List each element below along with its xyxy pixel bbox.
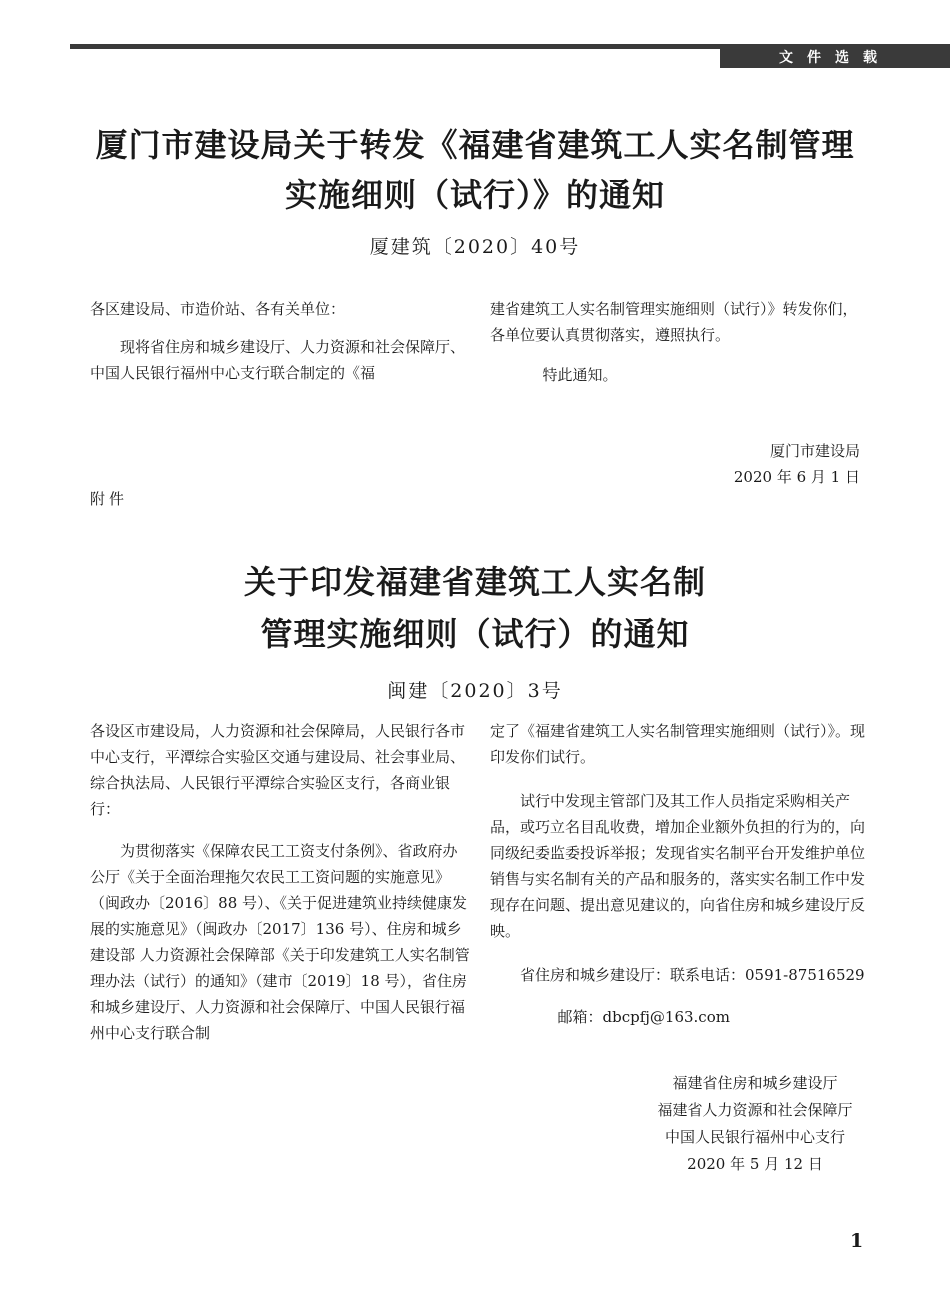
doc1-title-line2: 实施细则（试行）》的通知 [284, 176, 665, 214]
doc1-date: 2020 年 6 月 1 日 [733, 468, 860, 486]
page-number: 1 [850, 1230, 864, 1252]
doc1-salutation: 各区建设局、市造价站、各有关单位： [90, 300, 346, 318]
section-tag: 文件选载 [720, 48, 950, 68]
doc1-body-left: 现将省住房和城乡建设厅、人力资源和社会保障厅、中国人民银行福州中心支行联合制定的《福 [90, 338, 466, 382]
doc2-contact-phone: 省住房和城乡建设厅：联系电话：0591-87516529 [520, 966, 865, 984]
doc1-body-right: 建省建筑工人实名制管理实施细则（试行）》转发你们，各单位要认真贯彻落实，遵照执行。 [490, 300, 858, 344]
doc2-issuer-3: 中国人民银行福州中心支行 [664, 1128, 845, 1146]
doc2-title-line1: 关于印发福建省建筑工人实名制 [243, 563, 706, 601]
doc2-left-column [90, 718, 470, 1046]
doc2-contact-email: 邮箱：dbcpfj@163.com [557, 1008, 730, 1026]
doc1-title-line1: 厦门市建设局关于转发《福建省建筑工人实名制管理 [95, 126, 855, 164]
doc1-signature [700, 438, 860, 490]
doc1-number: 厦建筑〔2020〕40号 [369, 236, 581, 258]
doc1-title [60, 120, 890, 220]
doc2-right-column [490, 718, 870, 1030]
doc2-title [60, 556, 890, 660]
doc2-date: 2020 年 5 月 12 日 [687, 1155, 823, 1173]
doc2-supervision: 试行中发现主管部门及其工作人员指定采购相关产品，或巧立名目乱收费，增加企业额外负担的行为的，向同级纪委监委投诉举报；发现省实名制平台开发维护单位销售与实名制有关的产品和服务的，落实实名制工作中发现存在问题、提出意见建议的，向省住房和城乡建设厅反映。 [490, 792, 866, 940]
doc2-issuer-2: 福建省人力资源和社会保障厅 [657, 1101, 853, 1119]
attachment-label: 附件 [90, 490, 129, 508]
doc2-signature [610, 1070, 900, 1178]
doc1-closing: 特此通知。 [542, 366, 618, 384]
doc2-body-left: 为贯彻落实《保障农民工工资支付条例》、省政府办公厅《关于全面治理拖欠农民工工资问题的实施意见》（闽政办〔2016〕88 号）、《关于促进建筑业持续健康发展的实施意见》（闽政办〔2017〕136 号）、住房和城乡建设部 人力资源社会保障部《关于印发建筑工人实名制管理办法（试行）的通知》（建市〔2019〕18 号），省住房和城乡建设厅、人力资源和社会保障厅、中国人民银行福州中心支行联合制 [90, 842, 470, 1042]
doc2-body-right: 定了《福建省建筑工人实名制管理实施细则（试行）》。现印发你们试行。 [490, 722, 866, 766]
doc1-issuer: 厦门市建设局 [769, 442, 860, 460]
doc2-issuer-1: 福建省住房和城乡建设厅 [672, 1074, 838, 1092]
doc2-salutation: 各设区市建设局，人力资源和社会保障局，人民银行各市中心支行，平潭综合实验区交通与建设局、社会事业局、综合执法局、人民银行平潭综合实验区支行，各商业银行： [90, 722, 466, 818]
doc1-right-column [490, 296, 870, 388]
doc2-title-line2: 管理实施细则（试行）的通知 [260, 615, 690, 653]
doc2-number: 闽建〔2020〕3号 [387, 680, 563, 702]
doc1-left-column [90, 296, 470, 386]
